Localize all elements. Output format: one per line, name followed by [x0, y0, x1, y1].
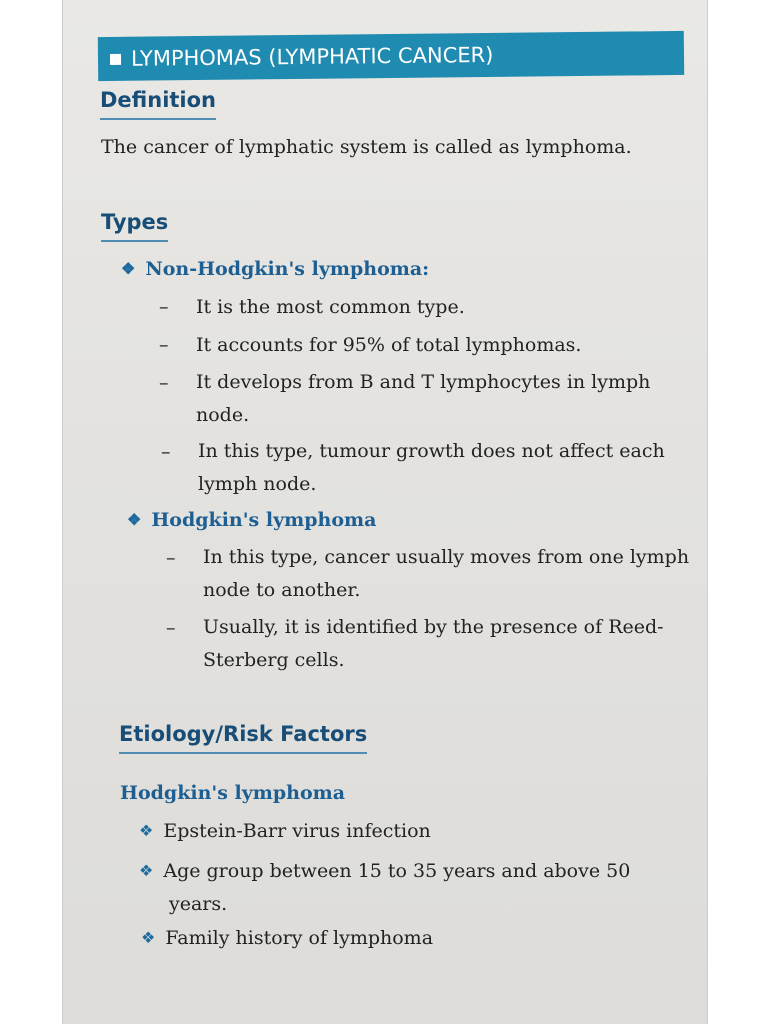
- chapter-title: LYMPHOMAS (LYMPHATIC CANCER): [130, 42, 494, 71]
- hl-point-2: Usually, it is identified by the presence of Reed-Sterberg cells.: [203, 616, 664, 671]
- etiology-item-3: ❖ Family history of lymphoma: [141, 927, 434, 949]
- diamond-bullet-icon: ❖: [127, 510, 142, 529]
- dash-bullet: –: [166, 547, 176, 569]
- dash-bullet: –: [166, 617, 176, 639]
- diamond-bullet-icon: ❖: [139, 821, 154, 840]
- definition-text: The cancer of lymphatic system is called as lymphoma.: [101, 136, 632, 158]
- etiology-item-1: ❖ Epstein-Barr virus infection: [139, 820, 431, 842]
- diamond-bullet-icon: ❖: [121, 259, 136, 278]
- dash-bullet: –: [159, 296, 169, 318]
- hl-title: ❖ Hodgkin's lymphoma: [127, 509, 377, 531]
- dash-bullet: –: [161, 441, 171, 463]
- book-page: [62, 0, 708, 1024]
- nhl-point-3: It develops from B and T lymphocytes in lymph node.: [196, 371, 651, 426]
- nhl-point-1: It is the most common type.: [196, 296, 465, 318]
- nhl-title: ❖ Non-Hodgkin's lymphoma:: [121, 258, 430, 280]
- etiology-heading: Etiology/Risk Factors: [119, 722, 367, 754]
- etiology-item-2: ❖ Age group between 15 to 35 years and above 50 years.: [139, 854, 689, 921]
- etiology-subheading: Hodgkin's lymphoma: [120, 782, 346, 804]
- diamond-bullet-icon: ❖: [139, 861, 154, 880]
- nhl-point-4: In this type, tumour growth does not affect each lymph node.: [198, 440, 665, 495]
- diamond-bullet-icon: ❖: [141, 928, 156, 947]
- chapter-banner: [98, 31, 684, 81]
- types-heading: Types: [101, 210, 168, 242]
- dash-bullet: –: [159, 372, 169, 394]
- definition-heading: Definition: [100, 88, 216, 120]
- dash-bullet: –: [159, 334, 169, 356]
- nhl-point-2: It accounts for 95% of total lymphomas.: [196, 334, 582, 356]
- hl-point-1: In this type, cancer usually moves from one lymph node to another.: [203, 546, 690, 601]
- square-bullet-icon: [110, 54, 121, 65]
